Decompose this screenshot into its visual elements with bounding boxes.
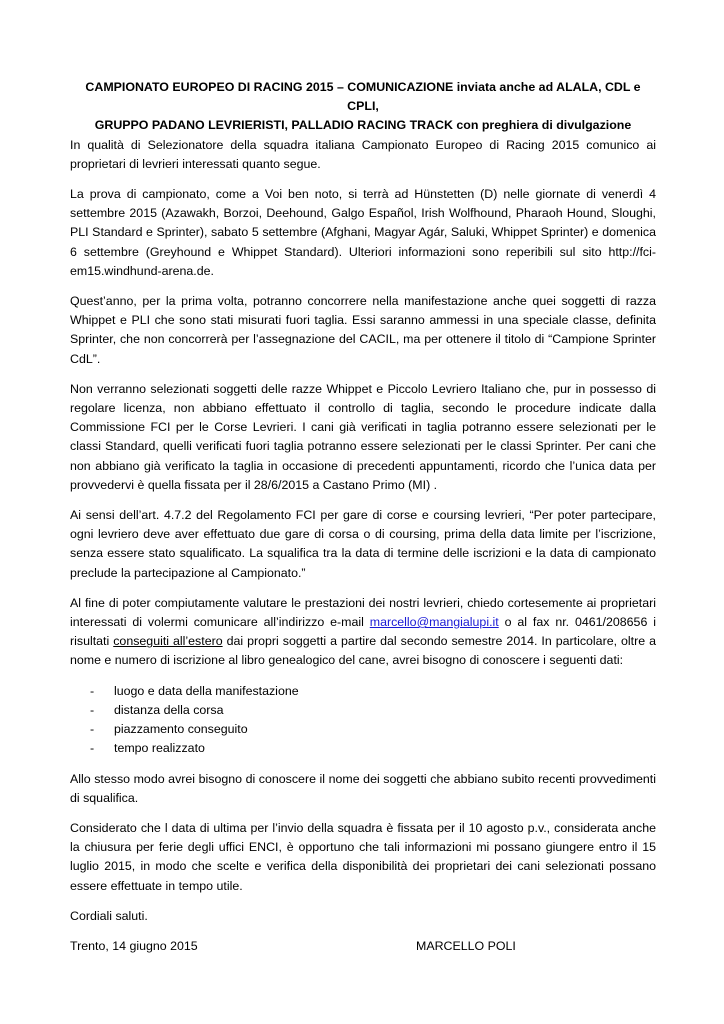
document-title <box>70 78 656 136</box>
list-item <box>70 720 656 739</box>
list-dash: - <box>90 683 95 698</box>
paragraph-fci-regulation: Ai sensi dell’art. 4.7.2 del Regolamento FCI per gare di corse e coursing levrieri, “Per poter partecipare, ogni levriero deve aver effettuato due gare di corsa o di coursing, prima della data limite per l’iscrizione, senza essere stato squalificato. La squalifica tra la data di termine delle iscrizioni e la data di campionato preclude la partecipazione al Campionato.” <box>70 508 656 580</box>
results-request-text-1: Al fine di poter compiutamente valutare le prestazioni dei nostri levrieri, chiedo cortesemente ai proprietari interessati di volermi comunicare all’indirizzo e-mail <box>70 595 656 630</box>
title-line-1: CAMPIONATO EUROPEO DI RACING 2015 – COMUNICAZIONE inviata anche ad ALALA, CDL e CPLI, <box>85 80 641 114</box>
list-dash: - <box>90 702 95 717</box>
list-item-text: tempo realizzato <box>114 741 205 756</box>
place-and-date: Trento, 14 giugno 2015 <box>70 938 198 953</box>
paragraph-results-request <box>70 594 656 671</box>
paragraph-championship-dates: La prova di campionato, come a Voi ben noto, si terrà ad Hünstetten (D) nelle giornate di venerdì 4 settembre 2015 (Azawakh, Borzoi, Deehound, Galgo Español, Irish Wolfhound, Pharaoh Hound, Sloughi, PLI Standard e Sprinter), sabato 5 settembre (Afghani, Magyar Agár, Saluki, Whippet Sprinter) e domenica 6 settembre (Greyhound e Whippet Standard). Ulteriori informazioni sono reperibili sul sito http://fci-em15.windhund-arena.de. <box>70 187 656 278</box>
list-item-text: piazzamento conseguito <box>114 722 248 737</box>
paragraph-disqualifications: Allo stesso modo avrei bisogno di conoscere il nome dei soggetti che abbiano subito recenti provvedimenti di squalifica. <box>70 771 656 805</box>
signatory-name: MARCELLO POLI <box>416 938 516 953</box>
list-item <box>70 739 656 758</box>
closing-greeting: Cordiali saluti. <box>70 908 148 923</box>
results-request-text-3: dai propri soggetti a partire dal secondo semestre 2014. In particolare, oltre a nome e numero di iscrizione al libro genealogico del cane, avrei bisogno di conoscere i seguenti dati: <box>70 634 656 668</box>
paragraph-size-check: Non verranno selezionati soggetti delle razze Whippet e Piccolo Levriero Italiano che, pur in possesso di regolare licenza, non abbiano effettuato il controllo di taglia, secondo le procedure indicate dalla Commissione FCI per le Corse Levrieri. I cani già verificati in taglia potranno essere selezionati per le classi Standard, quelli verificati fuori taglia potranno essere selezionati per le classi Sprinter. Per cani che non abbiano già verificato la taglia in occasione di precedenti appuntamenti, ricordo che l’unica data per provvedervi è quella fissata per il 28/6/2015 a Castano Primo (MI) . <box>70 381 656 492</box>
required-data-list <box>70 682 656 759</box>
list-dash: - <box>90 722 95 737</box>
paragraph-intro: In qualità di Selezionatore della squadra italiana Campionato Europeo di Racing 2015 comunico ai proprietari di levrieri interessati quanto segue. <box>70 137 656 171</box>
results-request-text-2: o al fax nr. 0461/208656 i risultati <box>70 615 656 649</box>
paragraph-deadline: Considerato che l data di ultima per l’invio della squadra è fissata per il 10 agosto p.v., considerata anche la chiusura per ferie degli uffici ENCI, è opportuno che tali informazioni mi possano giungere entro il 15 luglio 2015, in modo che scelte e verifica della disponibilità dei proprietari dei cani selezionati possano essere effettuate in tempo utile. <box>70 820 656 893</box>
title-line-2: GRUPPO PADANO LEVRIERISTI, PALLADIO RACING TRACK con preghiera di divulgazione <box>94 118 632 133</box>
paragraph-sprinter-class: Quest’anno, per la prima volta, potranno concorrere nella manifestazione anche quei soggetti di razza Whippet e PLI che sono stati misurati fuori taglia. Essi saranno ammessi in una speciale classe, definita Sprinter, che non concorrerà per l’assegnazione del CACIL, ma per ottenere il titolo di “Campione Sprinter CdL”. <box>70 294 656 366</box>
list-item <box>70 682 656 701</box>
email-link[interactable]: marcello@mangialupi.it <box>369 615 499 630</box>
signature-block <box>70 937 656 957</box>
document-page <box>70 78 656 957</box>
list-item-text: luogo e data della manifestazione <box>114 683 299 698</box>
list-dash: - <box>90 741 95 756</box>
list-item-text: distanza della corsa <box>114 702 224 717</box>
underlined-abroad-results: conseguiti all’estero <box>113 634 223 649</box>
list-item <box>70 701 656 720</box>
